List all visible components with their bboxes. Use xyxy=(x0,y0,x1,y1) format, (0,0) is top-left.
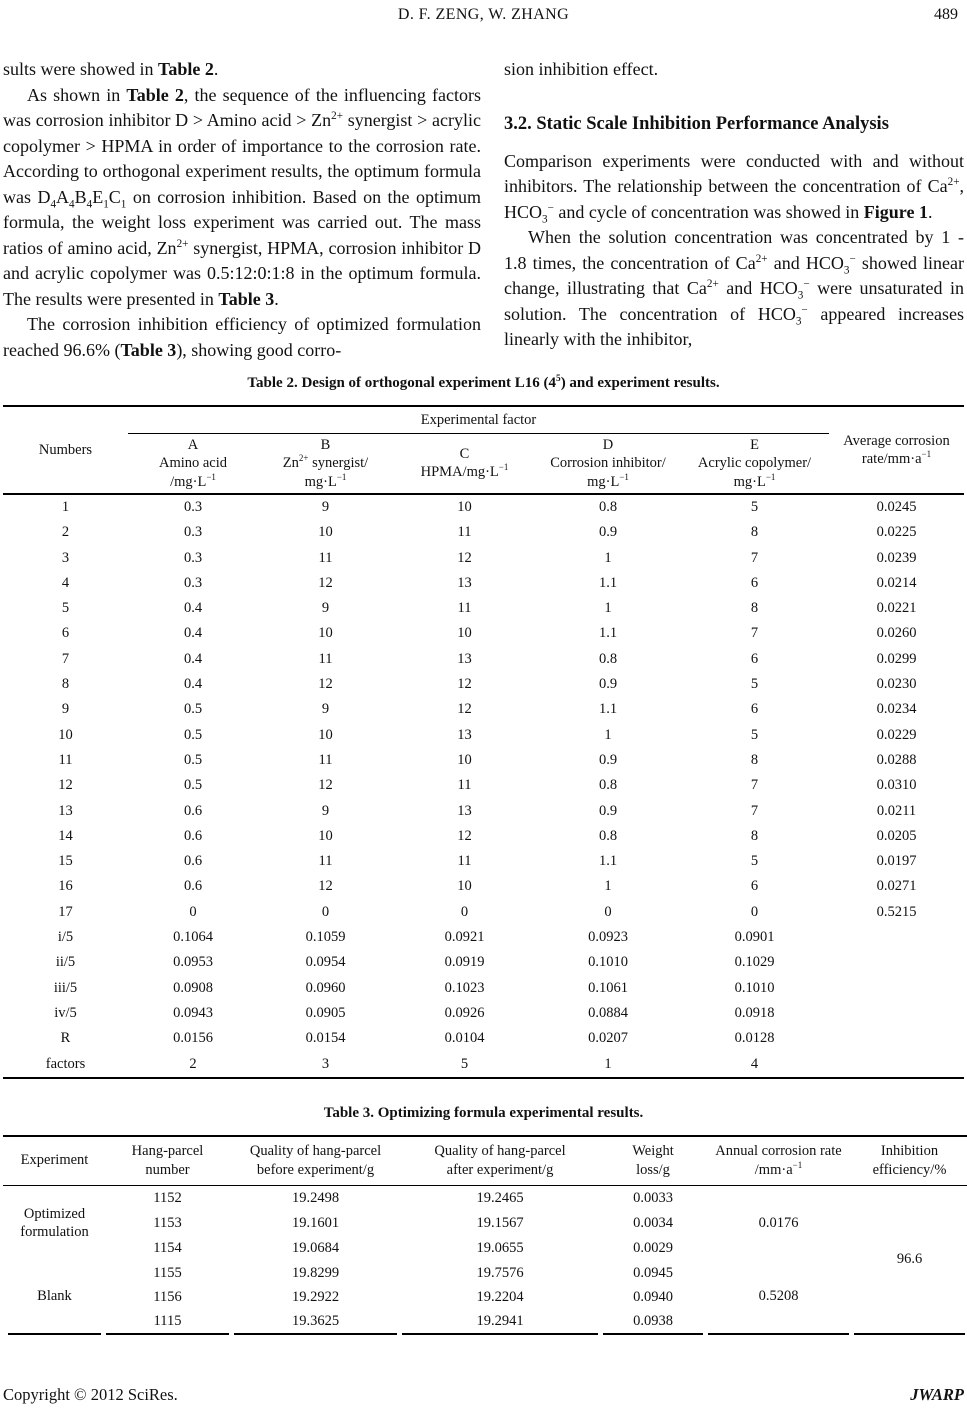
cell: 0.0033 xyxy=(633,1190,673,1207)
cell: 0 xyxy=(750,903,759,920)
cell: 6 xyxy=(750,574,759,591)
cell: 0.3 xyxy=(183,574,203,591)
table2-body xyxy=(3,494,964,1078)
cell: 0.8 xyxy=(598,827,618,844)
table2-row xyxy=(3,596,964,621)
cell: 10 xyxy=(318,827,333,844)
cell: 0.0954 xyxy=(305,954,346,971)
cell: 1.1 xyxy=(598,574,618,591)
authors: D. F. ZENG, W. ZHANG xyxy=(397,6,570,23)
cell: 0.0205 xyxy=(876,827,917,844)
cell: 0.0221 xyxy=(876,600,917,617)
cell: 7 xyxy=(750,802,759,819)
cell: 1154 xyxy=(153,1239,182,1256)
table2-row xyxy=(3,925,964,950)
row-label: 9 xyxy=(61,701,70,718)
row-label: 2 xyxy=(61,524,70,541)
cell: 1 xyxy=(604,549,612,566)
cell xyxy=(829,976,964,1001)
cell: 0.6 xyxy=(183,853,203,870)
cell: 9 xyxy=(321,701,330,718)
cell: 0.9 xyxy=(598,676,618,693)
cell: 1 xyxy=(604,1055,612,1072)
cell: 0 xyxy=(189,903,197,920)
cell: 0.9 xyxy=(598,802,618,819)
cell: 0.1029 xyxy=(734,954,775,971)
cell: 10 xyxy=(457,499,472,515)
cell: 0.5 xyxy=(183,726,203,743)
table2-row xyxy=(3,824,964,849)
cell: 19.0655 xyxy=(476,1239,524,1256)
table3 xyxy=(3,1135,964,1335)
cell: 0.0908 xyxy=(173,979,213,996)
cell: 0.6 xyxy=(183,878,203,895)
table2-row xyxy=(3,621,964,646)
table2-row xyxy=(3,1026,964,1051)
cell: 12 xyxy=(457,701,472,718)
table3-header xyxy=(3,1135,967,1186)
cell: 0 xyxy=(321,903,330,920)
cell: 10 xyxy=(318,726,333,743)
cell: 11 xyxy=(457,600,472,617)
cell: 0 xyxy=(604,903,612,920)
table2-row xyxy=(3,874,964,899)
cell: 0.3 xyxy=(183,499,203,515)
cell: 10 xyxy=(318,524,333,541)
cell: 9 xyxy=(321,499,330,515)
cell: 0.0923 xyxy=(588,929,628,946)
cell: 1 xyxy=(604,726,612,743)
table2-row xyxy=(3,799,964,824)
cell: 6 xyxy=(750,878,759,895)
row-label: 11 xyxy=(58,751,73,768)
cell: 0.0960 xyxy=(305,979,346,996)
col-header-factor-e: E Acrylic copolymer/ $mg\cdot L^{-1}$ xyxy=(697,436,812,490)
cell: 0.0945 xyxy=(633,1264,673,1281)
cell: 0.8 xyxy=(598,499,618,515)
cell: 19.2498 xyxy=(291,1190,340,1207)
row-label: 7 xyxy=(61,650,70,667)
table2 xyxy=(3,405,964,1079)
col-header-inhibition-efficiency: Inhibition efficiency/% xyxy=(872,1142,947,1178)
col-header-factor-c: C HPMA/$mg\cdot L^{-1}$ xyxy=(420,445,509,481)
row-label: 4 xyxy=(61,574,70,591)
table2-row xyxy=(3,520,964,545)
row-label: 8 xyxy=(61,676,70,693)
cell: 0.0271 xyxy=(876,878,917,895)
cell: 11 xyxy=(457,524,472,541)
cell: 8 xyxy=(750,600,759,617)
cell: 0.3 xyxy=(183,549,203,566)
inhibition-efficiency-value: 96.6 xyxy=(854,1186,965,1335)
cell: 0.0901 xyxy=(734,929,775,946)
cell: 10 xyxy=(318,625,333,642)
row-label: R xyxy=(60,1030,71,1047)
body-text xyxy=(3,57,964,363)
paragraph: sion inhibition effect. xyxy=(504,59,659,79)
cell: 9 xyxy=(321,802,330,819)
cell: 5 xyxy=(750,726,759,743)
left-column xyxy=(3,57,481,363)
table2-row xyxy=(3,976,964,1001)
cell: 5 xyxy=(460,1055,469,1072)
cell: 0.1010 xyxy=(588,954,628,971)
cell: 19.1601 xyxy=(291,1215,340,1232)
col-header-factor-b: B $Zn^{2+}$ synergist/ $mg\cdot L^{-1}$ xyxy=(282,436,369,490)
cell: 0.4 xyxy=(183,625,203,642)
row-label: 15 xyxy=(58,853,73,870)
cell: 1155 xyxy=(153,1264,182,1281)
col-header-weight-loss: Weight loss/g xyxy=(632,1142,674,1178)
row-label: factors xyxy=(45,1055,86,1072)
row-label: 16 xyxy=(58,878,73,895)
page-number: 489 xyxy=(934,6,958,23)
cell: 0.0029 xyxy=(633,1239,673,1256)
cell: 1.1 xyxy=(598,853,618,870)
table3-row xyxy=(8,1260,965,1285)
cell: 0.0938 xyxy=(603,1310,703,1335)
cell: 0.0288 xyxy=(876,751,917,768)
row-label: i/5 xyxy=(57,929,74,946)
cell: 4 xyxy=(750,1055,759,1072)
row-label: iii/5 xyxy=(53,979,78,996)
cell: 7 xyxy=(750,549,759,566)
cell: 0.1023 xyxy=(444,979,485,996)
cell: 11 xyxy=(318,751,333,768)
cell: 10 xyxy=(457,751,472,768)
cell: 0.0918 xyxy=(734,1004,775,1021)
cell: 5 xyxy=(750,853,759,870)
col-header-quality-after: Quality of hang-parcel after experiment/g xyxy=(434,1142,566,1178)
cell: 0.8 xyxy=(598,777,618,794)
cell: 12 xyxy=(457,549,472,566)
cell: 12 xyxy=(457,676,472,693)
table2-row xyxy=(3,1001,964,1026)
col-header-factor-d: D Corrosion inhibitor/ $mg\cdot L^{-1}$ xyxy=(550,436,666,490)
cell: 0.0154 xyxy=(305,1030,346,1047)
table2-row xyxy=(3,697,964,722)
cell: 0.0197 xyxy=(876,853,917,870)
annual-corrosion-rate-value: 0.0176 xyxy=(758,1215,799,1232)
table2-row xyxy=(3,647,964,672)
cell: 19.2922 xyxy=(291,1289,340,1306)
paragraph: sults were showed in Table 2. xyxy=(3,59,219,79)
cell: 0.0234 xyxy=(876,701,917,718)
col-header-average-corrosion-rate: Average corrosion rate/$mm\cdot a^{-1}$ xyxy=(843,432,950,467)
cell: 0.0310 xyxy=(876,777,917,794)
cell: 2 xyxy=(189,1055,197,1072)
cell: 8 xyxy=(750,827,759,844)
cell: 0.6 xyxy=(183,802,203,819)
cell: 6 xyxy=(750,701,759,718)
cell: 0.3 xyxy=(183,524,203,541)
col-header-quality-before: Quality of hang-parcel before experiment/g xyxy=(249,1142,382,1178)
cell: 0.0104 xyxy=(444,1030,485,1047)
row-label: 14 xyxy=(58,827,73,844)
cell: 11 xyxy=(318,650,333,667)
cell: 0.5 xyxy=(183,701,203,718)
cell: 0.0260 xyxy=(876,625,917,642)
cell: 8 xyxy=(750,751,759,768)
cell: 0 xyxy=(460,903,469,920)
cell: 0.9 xyxy=(598,751,618,768)
cell: 0.0953 xyxy=(173,954,213,971)
table2-title: Table 2. Design of orthogonal experiment L16 $(4^5)$ and experiment results. xyxy=(247,374,720,391)
cell: 0.0919 xyxy=(444,954,485,971)
page-footer xyxy=(3,1385,964,1405)
row-label: ii/5 xyxy=(55,954,76,971)
table3-body xyxy=(8,1186,965,1335)
table2-row xyxy=(3,748,964,773)
paragraph: When the solution concentration was concentrated by 1 - 1.8 times, the concentration of $Ca^{2+}$ and $HCO_3^-$ showed linear change, illustrating that $Ca^{2+}$ and $HCO_3^-$ were unsaturated in solution. The concentration of $HCO_3^-$ appeared increases linearly with the inhibitor, xyxy=(504,227,965,349)
row-label: 6 xyxy=(61,625,70,642)
cell: 0.0926 xyxy=(444,1004,485,1021)
table2-row xyxy=(3,571,964,596)
experiment-group-label: Optimized formulation xyxy=(20,1206,89,1241)
cell: 12 xyxy=(318,574,333,591)
cell: 5 xyxy=(750,676,759,693)
cell: 10 xyxy=(457,625,472,642)
cell: 0.0225 xyxy=(876,524,917,541)
cell: 0.0230 xyxy=(876,676,917,693)
cell xyxy=(829,1001,964,1026)
row-label: 3 xyxy=(61,549,70,566)
cell: 0.0245 xyxy=(876,499,917,515)
cell: 7 xyxy=(750,625,759,642)
cell: 0.1064 xyxy=(173,929,213,946)
cell: 0.4 xyxy=(183,600,203,617)
table2-row xyxy=(3,950,964,975)
cell: 13 xyxy=(457,574,472,591)
cell: 0.0940 xyxy=(633,1289,673,1306)
cell: 0.0884 xyxy=(588,1004,628,1021)
cell xyxy=(829,925,964,950)
cell: 3 xyxy=(321,1055,330,1072)
table2-row xyxy=(3,723,964,748)
paragraph: Comparison experiments were conducted with and without inhibitors. The relationship between the concentration of $Ca^{2+}$, $HCO_3^-$ and cycle of concentration was showed in Figure 1. xyxy=(504,150,964,226)
cell: 0.1010 xyxy=(734,979,775,996)
journal-name: JWARP xyxy=(910,1385,964,1404)
right-column xyxy=(504,57,964,363)
cell: 0.0921 xyxy=(444,929,485,946)
cell xyxy=(829,950,964,975)
cell: 0.5215 xyxy=(876,903,917,920)
cell: 0.8 xyxy=(598,650,618,667)
cell: 0.1059 xyxy=(305,929,346,946)
cell xyxy=(829,1026,964,1051)
cell: 0.0905 xyxy=(305,1004,346,1021)
cell: 0.5 xyxy=(183,777,203,794)
cell: 19.7576 xyxy=(476,1264,524,1281)
cell: 11 xyxy=(318,853,333,870)
cell: 19.2941 xyxy=(402,1310,598,1335)
row-label: iv/5 xyxy=(54,1004,77,1021)
col-header-hang-parcel-number: Hang-parcel number xyxy=(131,1142,204,1178)
table2-row xyxy=(3,546,964,571)
cell: 19.8299 xyxy=(291,1264,340,1281)
cell: 1 xyxy=(604,878,612,895)
cell: 0.0239 xyxy=(876,549,917,566)
cell: 1153 xyxy=(153,1215,182,1232)
cell: 0.1061 xyxy=(588,979,628,996)
cell: 19.2204 xyxy=(476,1289,524,1306)
cell: 0.0229 xyxy=(876,726,917,743)
section-heading: 3.2. Static Scale Inhibition Performance Analysis xyxy=(504,113,889,134)
row-label: 5 xyxy=(61,600,70,617)
annual-corrosion-rate-value: 0.5208 xyxy=(708,1260,849,1334)
table2-row xyxy=(3,1052,964,1078)
cell: 11 xyxy=(457,777,472,794)
cell: 0.0034 xyxy=(633,1215,673,1232)
cell: 0.4 xyxy=(183,676,203,693)
cell: 13 xyxy=(457,726,472,743)
row-label: 10 xyxy=(58,726,73,743)
cell: 0.0211 xyxy=(876,802,917,819)
col-header-annual-corrosion-rate: Annual corrosion rate $/mm\cdot a^{-1}$ xyxy=(715,1142,842,1178)
col-header-experiment: Experiment xyxy=(20,1152,89,1169)
cell: 11 xyxy=(318,549,333,566)
table3-title: Table 3. Optimizing formula experimental results. xyxy=(323,1104,644,1121)
cell: 0.0207 xyxy=(588,1030,628,1047)
cell: 12 xyxy=(457,827,472,844)
cell: 10 xyxy=(457,878,472,895)
cell: 19.1567 xyxy=(476,1215,524,1232)
cell: 0.5 xyxy=(183,751,203,768)
cell: 0.9 xyxy=(598,524,618,541)
table3-row xyxy=(8,1186,965,1211)
col-header-factor-a: A Amino acid $/mg\cdot L^{-1}$ xyxy=(158,436,228,490)
cell: 1 xyxy=(604,600,612,617)
cell: 1152 xyxy=(153,1190,182,1207)
cell: 13 xyxy=(457,802,472,819)
cell: 13 xyxy=(457,650,472,667)
paragraph: As shown in Table 2, the sequence of the influencing factors was corrosion inhibitor D > Amino acid > $Zn^{2+}$ synergist > acrylic copolymer > HPMA in order of importance to the corrosion rate. According to orthogonal experiment results, the optimum formula was $D_4A_4B_4E_1C_1$ on corrosion inhibition. Based on the optimum formula, the weight loss experiment was carried out. The mass ratios of amino acid, $Zn^{2+}$ synergist, HPMA, corrosion inhibitor D and acrylic copolymer was 0.5:12:0:1:8 in the optimum formula. The results were presented in Table 3. xyxy=(3,84,482,309)
cell: 0.0299 xyxy=(876,650,917,667)
col-header-experimental-factor: Experimental factor xyxy=(128,406,829,433)
running-head xyxy=(3,6,964,26)
cell: 19.2465 xyxy=(476,1190,524,1207)
cell: 9 xyxy=(321,600,330,617)
cell: 5 xyxy=(750,499,759,515)
copyright-text: Copyright © 2012 SciRes. xyxy=(3,1385,178,1404)
cell: 0.0156 xyxy=(173,1030,213,1047)
paragraph: The corrosion inhibition efficiency of optimized formulation reached 96.6% (Table 3), showing good corro- xyxy=(3,314,481,360)
table2-row xyxy=(3,672,964,697)
cell: 12 xyxy=(318,878,333,895)
table2-row xyxy=(3,773,964,798)
col-header-numbers: Numbers xyxy=(38,441,93,458)
cell: 19.3625 xyxy=(234,1310,397,1335)
cell: 1.1 xyxy=(598,625,618,642)
cell: 11 xyxy=(457,853,472,870)
cell: 0.0943 xyxy=(173,1004,213,1021)
cell: 0.6 xyxy=(183,827,203,844)
cell: 12 xyxy=(318,676,333,693)
row-label: 17 xyxy=(58,903,73,920)
table3-body-table xyxy=(3,1186,967,1335)
table2-row xyxy=(3,900,964,925)
cell: 1156 xyxy=(153,1289,182,1306)
cell: 0.0128 xyxy=(734,1030,775,1047)
cell: 1115 xyxy=(106,1310,229,1335)
cell: 6 xyxy=(750,650,759,667)
cell xyxy=(829,1052,964,1078)
cell: 0.4 xyxy=(183,650,203,667)
cell: 19.0684 xyxy=(291,1239,340,1256)
cell: 0.0214 xyxy=(876,574,917,591)
row-label: 1 xyxy=(61,499,70,515)
experiment-group-label: Blank xyxy=(8,1260,101,1334)
cell: 8 xyxy=(750,524,759,541)
table2-row xyxy=(3,494,964,520)
row-label: 13 xyxy=(58,802,73,819)
cell: 12 xyxy=(318,777,333,794)
cell: 7 xyxy=(750,777,759,794)
table2-header xyxy=(3,406,964,494)
cell: 1.1 xyxy=(598,701,618,718)
row-label: 12 xyxy=(58,777,73,794)
table2-row xyxy=(3,849,964,874)
